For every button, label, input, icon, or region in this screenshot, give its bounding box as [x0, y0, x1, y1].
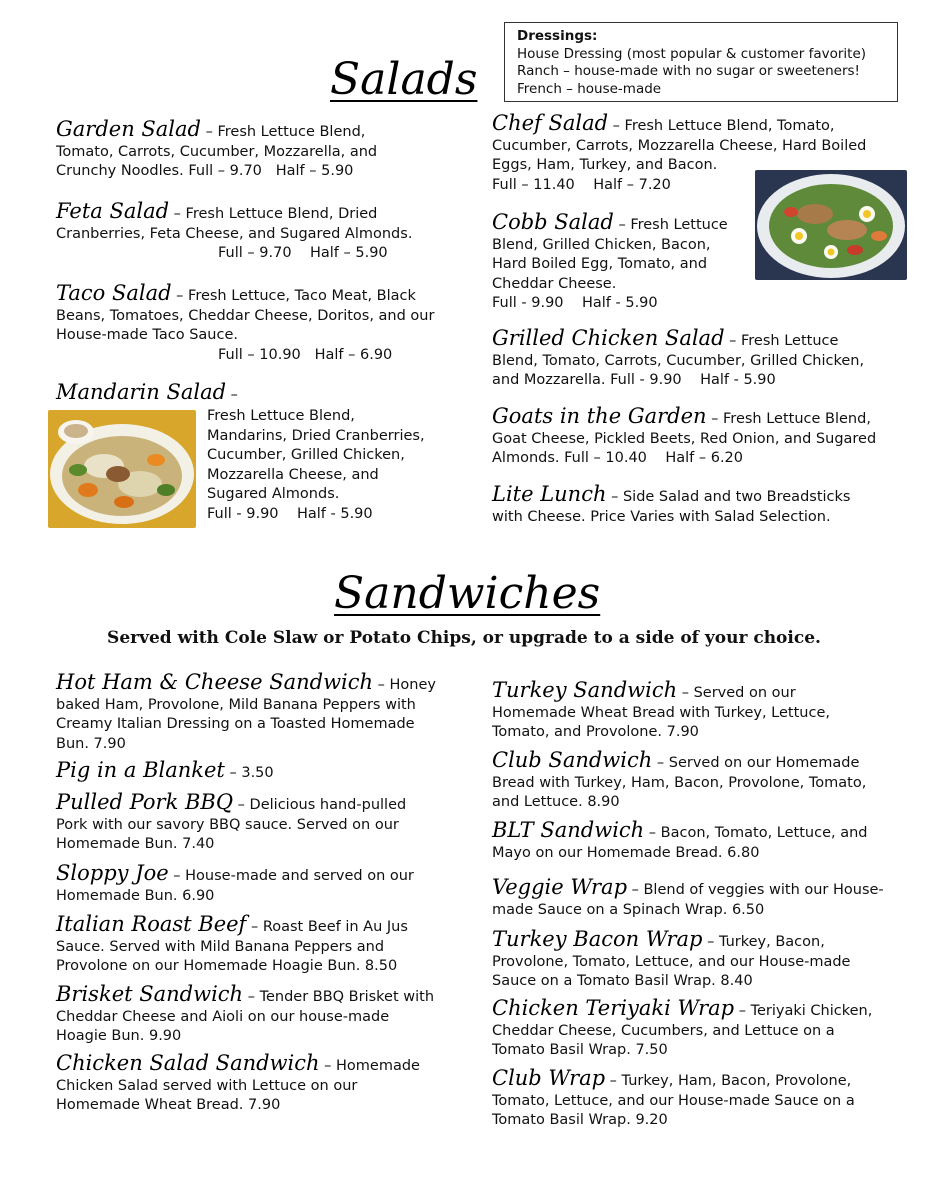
- item-sep: –: [243, 989, 260, 1005]
- item-price: 6.80: [727, 844, 760, 861]
- salads-title: Salads: [330, 54, 478, 105]
- item-name: Turkey Bacon Wrap: [492, 927, 703, 951]
- item-price: Full – 11.40 Half – 7.20: [492, 176, 671, 193]
- menu-item-goats-in-the-garden: [492, 404, 884, 469]
- item-name: Mandarin Salad: [56, 380, 227, 404]
- item-price: 8.50: [364, 958, 398, 974]
- item-name: BLT Sandwich: [492, 818, 645, 842]
- item-name: Cobb Salad: [492, 210, 614, 234]
- item-desc: Fresh Lettuce Blend, Mandarins, Dried Cranberries, Cucumber, Grilled Chicken, Mozzarella Cheese, and Sugared Almonds.: [207, 408, 425, 502]
- item-sep: –: [226, 387, 238, 403]
- item-name: Club Wrap: [492, 1066, 606, 1090]
- item-desc: Fresh Lettuce Blend, Dried Cranberries, Feta Cheese, and Sugared Almonds.: [56, 206, 413, 242]
- item-price: 3.50: [241, 765, 274, 781]
- item-sep: –: [201, 124, 218, 140]
- menu-item-turkey-sandwich: [492, 678, 876, 743]
- item-desc: Teriyaki Chicken, Cheddar Cheese, Cucumbers, and Lettuce on a Tomato Basil Wrap.: [492, 1003, 873, 1058]
- menu-item-club-sandwich: [492, 748, 884, 813]
- item-sep: –: [233, 797, 250, 813]
- item-desc: Bacon, Tomato, Lettuce, and Mayo on our Homemade Bread.: [492, 825, 868, 861]
- sandwiches-title: Sandwiches: [334, 568, 601, 619]
- item-price: 7.90: [93, 735, 126, 752]
- item-name: Hot Ham & Cheese Sandwich: [56, 670, 374, 694]
- item-sep: –: [319, 1058, 337, 1074]
- item-name: Chef Salad: [492, 111, 609, 135]
- mandarin-salad-photo: [48, 410, 196, 528]
- menu-item-chicken-salad-sandwich: [56, 1051, 436, 1116]
- item-sep: –: [706, 411, 724, 427]
- item-price: Full - 9.90 Half - 5.90: [207, 505, 373, 522]
- item-sep: –: [702, 934, 719, 950]
- item-desc: Homemade Chicken Salad served with Lettuce on our Homemade Wheat Bread.: [56, 1058, 420, 1113]
- item-name: Garden Salad: [56, 117, 201, 141]
- menu-item-pulled-pork-bbq: [56, 790, 436, 855]
- item-desc: Delicious hand-pulled Pork with our savory BBQ sauce. Served on our Homemade Bun.: [56, 797, 407, 852]
- item-name: Club Sandwich: [492, 748, 653, 772]
- item-desc: Tender BBQ Brisket with Cheddar Cheese and Aioli on our house-made Hoagie Bun.: [56, 989, 435, 1044]
- item-price: 6.90: [182, 887, 215, 904]
- item-name: Brisket Sandwich: [56, 982, 244, 1006]
- item-desc: Fresh Lettuce Blend, Tomato, Carrots, Cucumber, Grilled Chicken, and Mozzarella.: [492, 333, 865, 388]
- menu-item-turkey-bacon-wrap: [492, 927, 884, 992]
- dressings-box: [504, 22, 898, 102]
- item-desc: Turkey, Bacon, Provolone, Tomato, Lettuce, and our House-made Sauce on a Tomato Basil Wrap.: [492, 934, 851, 989]
- item-desc: Turkey, Ham, Bacon, Provolone, Tomato, Lettuce, and our House-made Sauce on a Tomato Basil Wrap.: [492, 1073, 855, 1128]
- item-name: Veggie Wrap: [492, 875, 628, 899]
- menu-item-hot-ham-cheese: [56, 670, 436, 754]
- menu-item-club-wrap: [492, 1066, 884, 1131]
- item-desc: Fresh Lettuce Blend, Goat Cheese, Pickled Beets, Red Onion, and Sugared Almonds.: [492, 411, 877, 466]
- item-sep: –: [171, 288, 189, 304]
- item-sep: –: [246, 919, 263, 935]
- item-desc: Side Salad and two Breadsticks with Cheese. Price Varies with Salad Selection.: [492, 489, 851, 525]
- item-name: Sloppy Joe: [56, 861, 169, 885]
- item-price: 8.90: [587, 794, 620, 810]
- item-sep: –: [613, 217, 631, 233]
- item-name: Taco Salad: [56, 281, 172, 305]
- menu-item-sloppy-joe: [56, 861, 436, 906]
- item-price: Full – 9.70 Half – 5.90: [218, 245, 388, 261]
- item-name: Goats in the Garden: [492, 404, 707, 428]
- item-price: Full – 10.90 Half – 6.90: [218, 346, 393, 363]
- item-desc: Served on our Homemade Wheat Bread with Turkey, Lettuce, Tomato, and Provolone.: [492, 685, 830, 740]
- menu-item-italian-roast-beef: [56, 912, 440, 977]
- item-sep: –: [627, 882, 644, 898]
- menu-item-taco-salad: [56, 281, 436, 365]
- item-sep: –: [224, 765, 242, 781]
- dressing-line: Ranch – house-made with no sugar or sweeteners!: [517, 63, 860, 79]
- item-sep: –: [606, 489, 623, 505]
- item-price: Full – 10.40 Half – 6.20: [564, 450, 744, 466]
- item-price: 7.50: [635, 1042, 668, 1058]
- item-desc: Fresh Lettuce Blend, Tomato, Carrots, Cucumber, Mozzarella, and Crunchy Noodles.: [56, 124, 378, 179]
- item-desc: Roast Beef in Au Jus Sauce. Served with Mild Banana Peppers and Provolone on our Homemade Hoagie Bun.: [56, 919, 408, 974]
- menu-item-chicken-teriyaki-wrap: [492, 996, 884, 1061]
- item-price: Full - 9.90 Half - 5.90: [610, 372, 776, 388]
- dressing-line: House Dressing (most popular & customer favorite): [517, 45, 867, 62]
- dressing-line: French – house-made: [517, 80, 662, 97]
- item-name: Turkey Sandwich: [492, 678, 678, 702]
- item-desc: Fresh Lettuce Blend, Grilled Chicken, Bacon, Hard Boiled Egg, Tomato, and Cheddar Cheese.: [492, 217, 728, 292]
- item-price: Full - 9.90 Half - 5.90: [492, 295, 658, 311]
- item-price: 7.90: [248, 1097, 281, 1113]
- menu-item-brisket-sandwich: [56, 982, 440, 1047]
- menu-item-garden-salad: [56, 117, 426, 182]
- menu-item-pig-in-a-blanket: [56, 758, 436, 784]
- item-desc: Fresh Lettuce, Taco Meat, Black Beans, Tomatoes, Cheddar Cheese, Doritos, and our House-made Taco Sauce.: [56, 288, 435, 343]
- item-price: 7.90: [666, 724, 699, 740]
- menu-item-grilled-chicken-salad: [492, 326, 884, 391]
- item-price: 6.50: [731, 901, 765, 918]
- item-sep: –: [169, 206, 186, 222]
- menu-item-blt-sandwich: [492, 818, 884, 863]
- item-price: 8.40: [720, 973, 753, 989]
- menu-item-veggie-wrap: [492, 875, 884, 920]
- item-sep: –: [677, 685, 694, 701]
- menu-item-feta-salad: [56, 199, 426, 264]
- item-price: 9.20: [635, 1112, 668, 1128]
- sandwiches-subtitle: Served with Cole Slaw or Potato Chips, or upgrade to a side of your choice.: [107, 628, 821, 648]
- dressings-title: Dressings:: [517, 28, 598, 44]
- item-desc: Served on our Homemade Bread with Turkey, Ham, Bacon, Provolone, Tomato, and Lettuce.: [492, 755, 867, 810]
- item-desc: Honey baked Ham, Provolone, Mild Banana Peppers with Creamy Italian Dressing on a Toasted Homemade Bun.: [56, 677, 436, 752]
- item-price: 7.40: [182, 836, 215, 852]
- item-desc: Blend of veggies with our House-made Sauce on a Spinach Wrap.: [492, 882, 884, 918]
- item-sep: –: [168, 868, 186, 884]
- mandarin-salad-details: [207, 407, 437, 524]
- item-sep: –: [644, 825, 661, 841]
- item-desc: Fresh Lettuce Blend, Tomato, Cucumber, Carrots, Mozzarella Cheese, Hard Boiled Eggs, Ham, Turkey, and Bacon.: [492, 118, 867, 173]
- item-sep: –: [605, 1073, 622, 1089]
- item-name: Chicken Salad Sandwich: [56, 1051, 320, 1075]
- item-sep: –: [724, 333, 741, 349]
- menu-item-cobb-salad: [492, 210, 742, 314]
- item-name: Grilled Chicken Salad: [492, 326, 725, 350]
- item-sep: –: [373, 677, 390, 693]
- item-price: Full – 9.70 Half – 5.90: [188, 163, 354, 179]
- item-name: Lite Lunch: [492, 482, 607, 506]
- menu-item-mandarin-salad: [56, 380, 436, 406]
- item-name: Chicken Teriyaki Wrap: [492, 996, 735, 1020]
- item-price: 9.90: [148, 1028, 182, 1044]
- item-sep: –: [608, 118, 625, 134]
- item-sep: –: [734, 1003, 751, 1019]
- item-name: Pulled Pork BBQ: [56, 790, 234, 814]
- item-sep: –: [652, 755, 669, 771]
- item-name: Italian Roast Beef: [56, 912, 247, 936]
- item-desc: House-made and served on our Homemade Bun.: [56, 868, 414, 904]
- chef-salad-photo: [755, 170, 907, 280]
- item-name: Pig in a Blanket: [56, 758, 225, 782]
- item-name: Feta Salad: [56, 199, 170, 223]
- menu-item-lite-lunch: [492, 482, 884, 527]
